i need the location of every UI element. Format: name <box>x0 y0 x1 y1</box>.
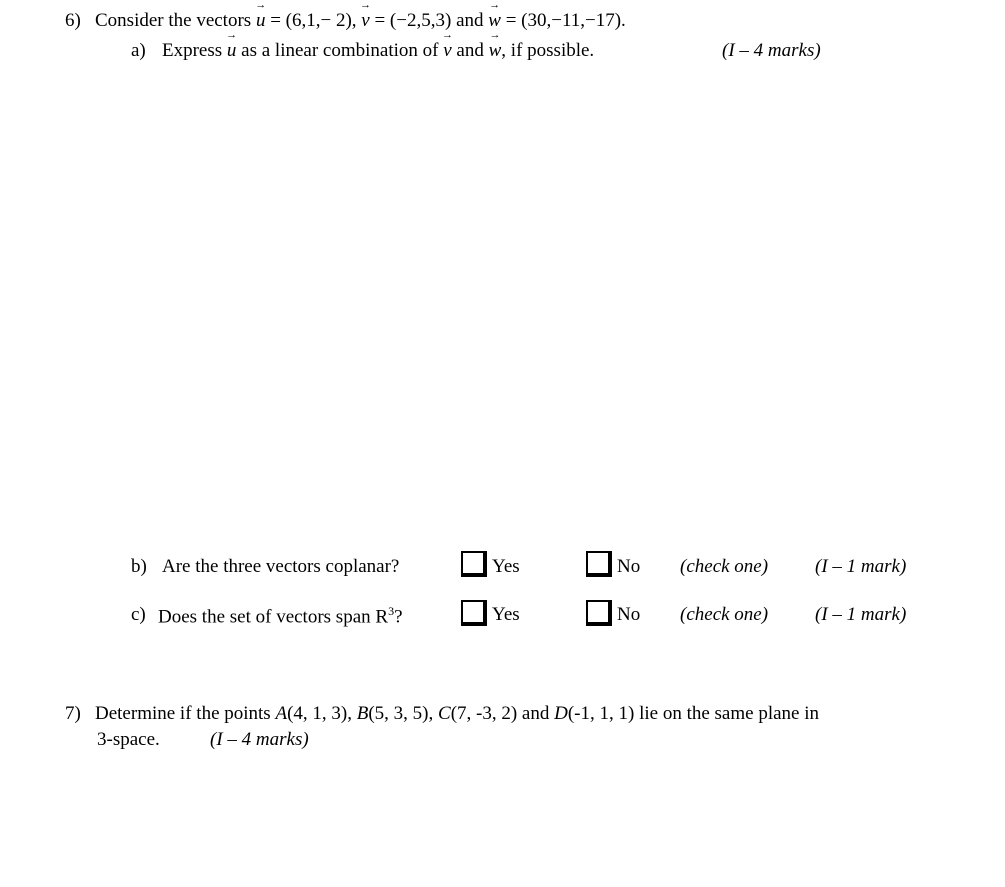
q7-statement <box>95 704 819 723</box>
separator: , <box>351 10 357 31</box>
and-word: and <box>456 10 484 31</box>
part-b-hint: (check one) <box>680 556 769 577</box>
part-c-marks: (I – 1 mark) <box>815 604 907 625</box>
q6-number: 6) <box>65 10 81 31</box>
part-b-yes-label: Yes <box>492 556 520 577</box>
part-c-no-label: No <box>617 604 641 625</box>
part-c-question-mark: ? <box>394 606 403 628</box>
q6-intro: Consider the vectors <box>95 10 252 31</box>
vector-v-value: = (−2,5,3) <box>374 10 452 31</box>
part-a-text1: Express <box>162 40 223 61</box>
vector-w-value: = (30,−11,−17). <box>505 10 626 31</box>
vector-u: → u <box>256 11 266 30</box>
part-a-statement <box>162 41 594 60</box>
part-a-text2: as a linear combination of <box>241 40 439 61</box>
q6-statement <box>95 11 626 30</box>
point-a: A <box>275 703 288 724</box>
part-c-no-checkbox[interactable] <box>586 600 612 626</box>
part-c-question <box>158 605 403 626</box>
part-a-text4: , if possible. <box>501 40 595 61</box>
q7-number: 7) <box>65 703 81 724</box>
q7-line2: 3-space. <box>97 729 160 750</box>
part-c-hint: (check one) <box>680 604 769 625</box>
part-b-no-label: No <box>617 556 641 577</box>
part-b-no-checkbox[interactable] <box>586 551 612 577</box>
part-a-vector-u: → u <box>227 41 237 60</box>
part-c-text: Does the set of vectors span R <box>158 606 389 628</box>
part-b-question: Are the three vectors coplanar? <box>162 556 400 577</box>
point-b-coords: (5, 3, 5), <box>368 703 434 724</box>
part-a-text3: and <box>456 40 484 61</box>
part-c-yes-checkbox[interactable] <box>461 600 487 626</box>
point-b: B <box>356 703 369 724</box>
part-b-marks: (I – 1 mark) <box>815 556 907 577</box>
point-c: C <box>438 703 451 724</box>
part-a-letter: a) <box>131 40 146 61</box>
q7-marks: (I – 4 marks) <box>210 729 309 750</box>
point-d: D <box>554 703 568 724</box>
vector-v: → v <box>361 11 369 30</box>
part-c-yes-label: Yes <box>492 604 520 625</box>
part-a-marks: (I – 4 marks) <box>722 40 821 61</box>
part-c-letter: c) <box>131 604 146 625</box>
vector-u-value: = (6,1,− 2) <box>270 10 352 31</box>
q7-text1: Determine if the points <box>95 703 271 724</box>
vector-w: → w <box>488 11 501 30</box>
point-c-coords: (7, -3, 2) and <box>450 703 550 724</box>
part-b-letter: b) <box>131 556 147 577</box>
point-d-coords: (-1, 1, 1) lie on the same plane in <box>567 703 819 724</box>
point-a-coords: (4, 1, 3), <box>287 703 352 724</box>
part-c-superscript: 3 <box>388 604 395 618</box>
part-b-yes-checkbox[interactable] <box>461 551 487 577</box>
part-a-vector-v: → v <box>443 41 451 60</box>
part-a-vector-w: → w <box>489 41 502 60</box>
